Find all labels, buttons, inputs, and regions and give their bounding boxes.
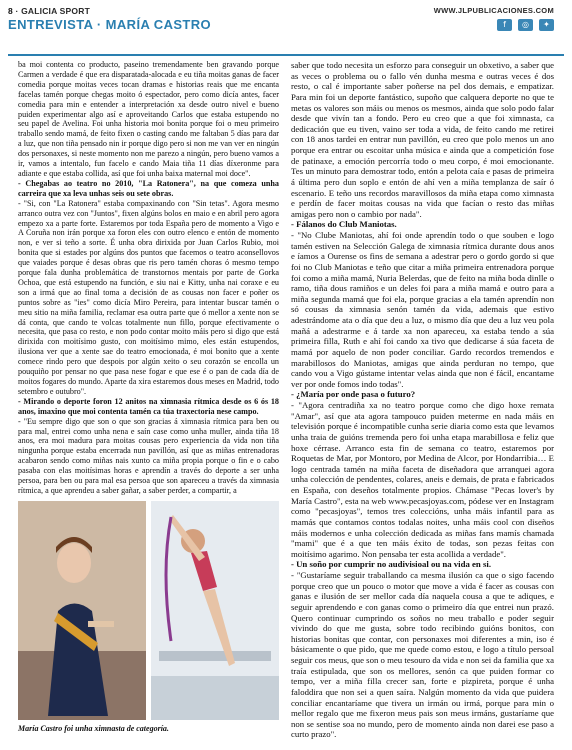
interview-answer: ba moi contenta co producto, paseino tremendamente ben gravando porque Carmen a verdade é que era disparatada-alocada e eu tiña moitas ganas de facer comedia porque moitas veces tocan dramas e historias reais que me encanta facelas tamén porque chegas moito ó espectador, pero como dicía antes, facer comedia para min e entender a interpretación xa desde outro nivel e bueno puiden experimentar algo así e aproveitando Carlos que estaba estupendo no seu papel de Avelina. Foi unha historia moi bonita porque foi o meu primeiro traballo sendo mamá, de feito fixen o casting cando me faltaban 5 días para dar a luz, que non tiña pensado nin ir porque digo pero si non me van ver en ningún dos personaxes, si neste momento non me parezo a ningún, pero bueno vamos a ir, vamos a intentalo, fun facelo e cando Maia tiña 11 días díxeronme para adiante e que estaba collida, así que foi unha baixa maternal moi doce". (18, 60, 279, 178)
interview-answer: - "No Clube Maniotas, ahí foi onde aprendín todo o que souben e logo tamén estiven na Selección Galega de ximnasia rítmica durante dous anos e íamos a Ourense os fins de semana a adestrar pero o gordo gordo si que foi no Club Maniotas e teño que citar a miña primeira entrenadora porque foi como a miña mamá, Nuria Belerdas, que de feito na miña boda dinlle o ramo, tiña dous ramiños e un deles foi para a miña mamá e outro para a miña segunda mamá que foi ela, porque gracias a ela tamén aprendín non só cousas da ximnasia senón tamén da vida, ademais que estivo adestrándome ata o día que deu a luz, o mismo día que deu a luz veu pola mañá a adestrarme e á tarde xa non apareceu, xa estaba tendo a súa primeira filla, Ruth e ahí foi cando xa tivo que dedicarse á súa faceta de mamá por aquelo de non poder conciliar. Gardo recordos tremendos e marabillosos do Maniotas, amigas que ainda perduran no tempo, que cando vou a Vigo gústame intentar velas ainda que non é fácil, encantame ver por onde fomos indo todas". (291, 230, 554, 389)
instagram-icon[interactable]: ◎ (518, 19, 533, 31)
gymnast-photo-left (18, 501, 146, 720)
page-number: 8 (8, 6, 13, 16)
section-line (8, 6, 211, 16)
gymnast-routine-illustration (151, 501, 279, 720)
social-icons (434, 19, 554, 31)
gymnast-portrait-illustration (18, 501, 146, 720)
interview-answer: - "Eu sempre digo que son o que son gracias á ximnasia rítmica para ben ou para mal, entrei como unha nena e saín case como unha muller, ainda tiña 18 anos, era moi madura para moitas cousas pero experiencia da vida non tiña ningunha porque estaba encerrada nun pavillón, así que as miñas entrenadoras acabaron sendo como miñas nais xunto ca miña propia porque o fin e o cabo pasaba con elas moitísimas horas e aprendín a través do deporte a ser unha persoa, para ben ou para mal esa persoa que son apareceu a través da ximnasia rítmica, a que aprendeu a saber gañar, a saber perder, a compartir, a (18, 416, 279, 495)
interview-question: - Fálanos do Club Maniotas. (291, 219, 397, 230)
twitter-icon[interactable]: ✦ (539, 19, 554, 31)
site-url[interactable]: WWW.JLPUBLICACIONES.COM (433, 6, 554, 15)
header-left (8, 6, 211, 32)
interview-question: - ¿María por onde pasa o futuro? (291, 389, 416, 400)
article-column-left (18, 60, 279, 496)
interview-answer: - "Si, con "La Ratonera" estaba compaxinando con "Sin tetas". Agora mesmo arranco outra vez con "Juntos", fixen algúns bolos en maio e en abril pero agora empezo xa a parte forte. Estaremos por toda España pero de momento a Vigo e A Coruña non irán porque xa foron eles con outro elenco e entón de momento non, e ver si teño a sorte. É unha obra dirixida por Juan Carlos Rubio, moi bonita que si estades por algúns dos puntos que facemos o teatro aconsellovos que vaiades porque é desas obras que ris pero tamén choras ó mesmo tempo porque fala dunha problemática de transtornos mentais por parte de Gorka Ochoa, que está estupendo na función, e siu nai e Kitty, unha nai coraxe e eu son a irmá que ao final toma a decisión de as cousas non facer e poñer os puntos sobre as "ies" como dicía Miro Pereira, para intentar buscar tamén o meu sitio na miña familia, reclamar esa outra parte que ó mellor a xente non se dá conta, que cando te volcas totalmente nun fillo, porque efectivamente o necesita, que pasa co resto, e non podo contar moito máis pero si digo que está dirixida con moitísimo gusto, con moitísimo mimo, eles están estupendos, ilusiona ver que a xente sae do teatro emocionada, é moi bonito que a xente comece rindo pero que despois por algún xeito o seu corazón se encolla un pouquiño por pensar no que pasa nese fogar e que ese é o pan de cada día de moitos fogares do mundo. Aparte da xira estaremos dous meses en Madrid, todo setembro e outubro". (18, 198, 279, 396)
interview-answer: - "Agora centradiña xa no teatro porque como che digo hoxe remata "Amar", así que ata agora tampouco puiden meterme en nada máis en televisión porque é incompatible cunha serie diaria como esta que levamos unha traia de guións tremenda pero foi unha etapa marabillosa e feliz que hoxe cérrase. Arranco esta fin de semana co teatro, estaremos por Roquetas de Mar, por Montoro, por Medina de Alcor, por Hondarribia… E logo centrada tamén na miña faceta de diseñadora que arranquei agora unha colección de pendentes, colares, aneis e demais, de prata e fabricados en España, con deseños totalmente propios. Chámase "Pecas lover's by María Castro", esta na web www.pecasjoyas.com, pódese ver en Instagram como "pecasjoyas", temos tres coleccións, unha máis infantil para as mamás que contamos contos todalas noites, unha máis cool con diseños máis modernos e unha colección dedicada as miñas fans mamís chamada "mami" que é a que ten máis éxito de todas, son pezas feitas con moitísimo agarimo. Non pensaba ter esta acollida a verdade". (291, 400, 554, 559)
interview-answer: - "Gustaríame seguir traballando ca mesma ilusión ca que o sigo facendo porque creo que un pouco o motor que move a vida é facer as cousas con ganas e ilusión de ser mellor cada día naquela cousa a que te adiques, e seguir aprendendo e con ganas como o primeiro día que entrei nun prazó. Quero continuar cumprindo os soños no meu traballo e poder seguir vivindo do que me gusta, sobre todo recibindo guións bonitos, con historias bonitas que contar, con personaxes moi diferentes a min, iso é básicamente o que pido, que me quede como estou, e logo a título persoal seguir cos meus, que son o meu tesouro da vida e non sei da familia que xa traía estipulada, que son os mellores, senón ca que puiden formar co tempo, ver a miña filla crecer san, forte e pizpireta, porque é unha faloddira que non sei a quen saíra. Nalgún momento da vida que puidera conciliar encantaríame que tivera un irmán ou irmá, porque para min o mellor regalo que me fixeron meus pais son meus irmáns, gustaríame que non se sentise soa no mundo, pero de momento ainda non darei ese paso a curto prazo". (291, 570, 554, 740)
header-right (434, 6, 554, 31)
facebook-icon[interactable]: f (497, 19, 512, 31)
photo-strip (18, 501, 279, 720)
interview-question: - Un soño por cumprir no audivisioal ou na vida en si. (291, 559, 492, 570)
photo-caption: María Castro foi unha ximnasta de categoría. (18, 724, 169, 733)
article-title: ENTREVISTA · MARÍA CASTRO (8, 17, 212, 32)
header-rule (8, 54, 564, 56)
section-name: GALICIA SPORT (21, 6, 90, 16)
article-column-right (291, 60, 554, 740)
page-header (0, 0, 572, 57)
gymnast-photo-right (151, 501, 279, 720)
separator: · (15, 6, 22, 16)
interview-question: - Mirando o deporte foron 12 anitos na ximnasia rítmica desde os 6 ós 18 anos, imaxino que moi contenta tamén ca túa traxectoria nese campo. (18, 396, 279, 416)
interview-question: - Chegabas ao teatro no 2010, "La Ratonera", na que comeza unha carreira que xa leva unhas seis ou sete obras. (18, 178, 279, 198)
interview-answer: saber que todo necesita un esforzo para conseguir un obxetivo, a saber que as veces o problema ou o fallo vén dunha mesma e outras veces é dos resto, o cal é importante saber poñerse na pel dos demais, e empatizar. Para min foi un deporte fantástico, supoño que calquera deporte no que te metas os valores son máis ou menos os mesmos, ainda que solo podo falar desde que vivín tan a fondo. Pero eu creo que a que foi ximnasta, ca dedicación que eu tiven, vaino ser toda a vida, de feito cando me retirei con 18 anos tardei en entrar nun pavillón, eu creo que polo menos un ano porque era entrar ou escoitar unha música e ainda que a competición fose de patinaxe, a emoción percorría todo o meu corpo, é moi emocionante. Tes un minuto para demostrar todo, entón a pelota caía e pasas de primeira á última pero dun soplo e entón de ahí ven a miña templanza de saír ó escenario. E teño uns recordos maravillosos da miña etapa como ximnasta e perdín de facer moitas cousas na vida que facían o resto das miñas amigas pero non o cambio por nada". (291, 60, 554, 219)
